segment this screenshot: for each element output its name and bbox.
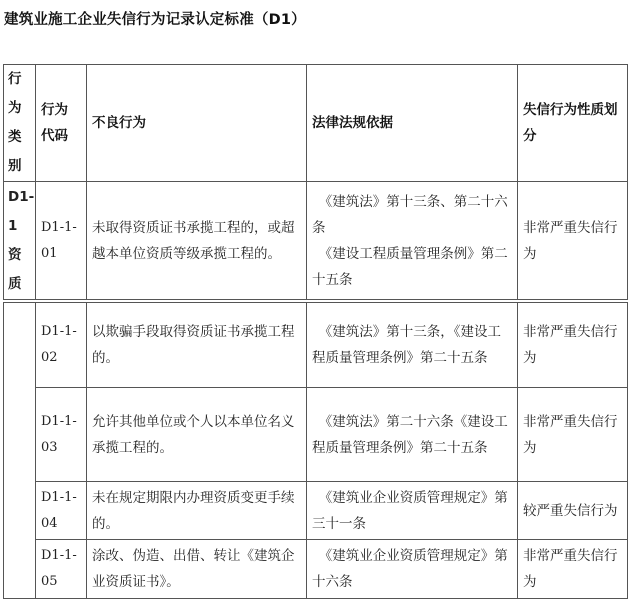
category-cell <box>4 182 36 300</box>
behavior-cell: 未在规定期限内办理资质变更手续的。 <box>87 482 307 540</box>
legal-basis-cell: 《建筑法》第二十六条《建设工程质量管理条例》第二十五条 <box>307 388 518 482</box>
classification-cell: 较严重失信行为 <box>518 482 628 540</box>
behavior-cell: 允许其他单位或个人以本单位名义承揽工程的。 <box>87 388 307 482</box>
legal-basis-cell <box>307 182 518 300</box>
table-row <box>4 182 628 300</box>
code-cell: D1-1-02 <box>36 303 87 388</box>
legal-basis-cell: 《建筑业企业资质管理规定》第十六条 <box>307 540 518 599</box>
legal-basis-line: 《建设工程质量管理条例》第二十五条 <box>312 245 508 288</box>
table-row <box>4 482 628 540</box>
behavior-cell: 未取得资质证书承揽工程的，或超越本单位资质等级承揽工程的。 <box>87 182 307 300</box>
header-category <box>4 65 36 182</box>
header-behavior: 不良行为 <box>87 65 307 182</box>
code-cell: D1-1-03 <box>36 388 87 482</box>
table-row <box>4 388 628 482</box>
legal-basis-cell: 《建筑业企业资质管理规定》第三十一条 <box>307 482 518 540</box>
header-legal-basis: 法律法规依据 <box>307 65 518 182</box>
table-row <box>4 303 628 388</box>
standards-table-part-1 <box>3 64 628 300</box>
behavior-cell: 涂改、伪造、出借、转让《建筑企业资质证书》。 <box>87 540 307 599</box>
header-category-char: 行 <box>8 71 22 87</box>
classification-cell: 非常严重失信行为 <box>518 303 628 388</box>
classification-cell: 非常严重失信行为 <box>518 182 628 300</box>
category-line: D1- <box>8 188 35 205</box>
behavior-cell: 以欺骗手段取得资质证书承揽工程的。 <box>87 303 307 388</box>
category-line: 1 <box>8 217 18 234</box>
document-title: 建筑业施工企业失信行为记录认定标准（D1） <box>4 12 306 28</box>
header-category-char: 为 <box>8 100 22 116</box>
header-category-char: 别 <box>8 158 22 174</box>
code-cell: D1-1-04 <box>36 482 87 540</box>
code-cell: D1-1-01 <box>36 182 87 300</box>
classification-cell: 非常严重失信行为 <box>518 388 628 482</box>
classification-cell: 非常严重失信行为 <box>518 540 628 599</box>
category-line: 资 <box>8 246 22 263</box>
header-category-char: 类 <box>8 129 22 145</box>
legal-basis-line: 《建筑法》第十三条、第二十六条 <box>312 193 508 236</box>
code-cell: D1-1-05 <box>36 540 87 599</box>
header-classification: 失信行为性质划分 <box>518 65 628 182</box>
legal-basis-cell: 《建筑法》第十三条，《建设工程质量管理条例》第二十五条 <box>307 303 518 388</box>
header-code: 行为代码 <box>36 65 87 182</box>
standards-table-part-2 <box>3 302 628 599</box>
category-line: 质 <box>8 275 22 292</box>
table-row <box>4 540 628 599</box>
category-cell-empty <box>4 303 36 599</box>
table-header-row <box>4 65 628 182</box>
